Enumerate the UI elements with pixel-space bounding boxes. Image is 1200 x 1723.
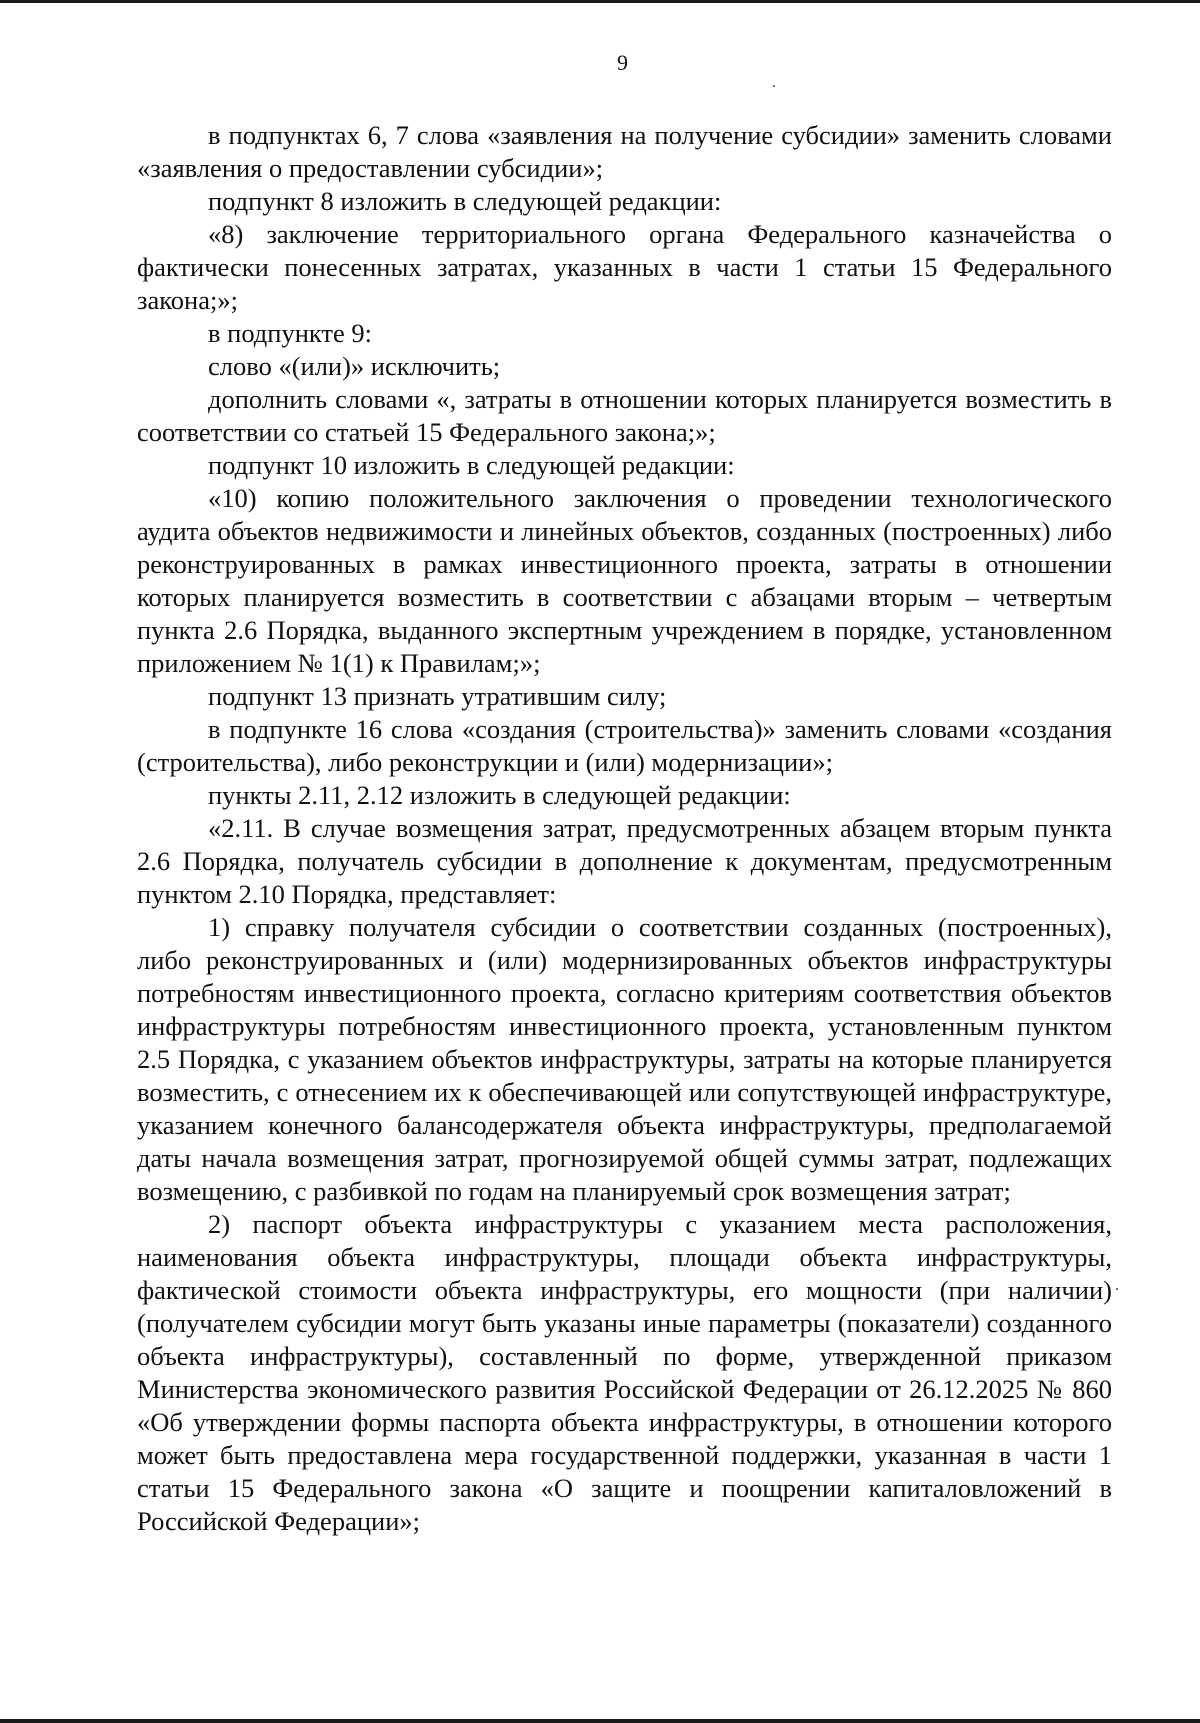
paragraph: подпункт 10 изложить в следующей редакции:: [208, 450, 735, 480]
paragraph: «8) заключение территориального органа Федерального казначейства о фактически понесенных затратах, указанных в части 1 статьи 15 Федерального закона;»;: [137, 219, 1112, 315]
document-body: [137, 119, 1112, 1538]
paragraph: пункты 2.11, 2.12 изложить в следующей редакции:: [208, 780, 791, 810]
paragraph: в подпунктах 6, 7 слова «заявления на получение субсидии» заменить словами «заявления о предоставлении субсидии»;: [137, 120, 1112, 183]
paragraph: подпункт 13 признать утратившим силу;: [208, 681, 667, 711]
scan-speck: [1116, 1288, 1118, 1290]
paragraph: «10) копию положительного заключения о проведении технологического аудита объектов недвижимости и линейных объектов, созданных (построенных) либо реконструированных в рамках инвестиционного проекта, затраты в отношении которых планируется возместить в соответствии с абзацами вторым – четвертым пункта 2.6 Порядка, выданного экспертным учреждением в порядке, установленном приложением № 1(1) к Правилам;»;: [137, 483, 1112, 678]
paragraph: слово «(или)» исключить;: [208, 351, 501, 381]
paragraph: дополнить словами «, затраты в отношении которых планируется возместить в соответствии со статьей 15 Федерального закона;»;: [137, 384, 1112, 447]
scan-bottom-edge: [0, 1719, 1200, 1723]
paragraph: 1) справку получателя субсидии о соответствии созданных (построенных), либо реконструированных и (или) модернизированных объектов инфраструктуры потребностям инвестиционного проекта, согласно критериям соответствия объектов инфраструктуры потребностям инвестиционного проекта, установленным пунктом 2.5 Порядка, с указанием объектов инфраструктуры, затраты на которые планируется возместить, с отнесением их к обеспечивающей или сопутствующей инфраструктуре, указанием конечного балансодержателя объекта инфраструктуры, предполагаемой даты начала возмещения затрат, прогнозируемой общей суммы затрат, подлежащих возмещению, с разбивкой по годам на планируемый срок возмещения затрат;: [137, 912, 1112, 1206]
paragraph: в подпункте 16 слова «создания (строительства)» заменить словами «создания (строительства), либо реконструкции и (или) модернизации»;: [137, 714, 1112, 777]
paragraph: подпункт 8 изложить в следующей редакции:: [208, 186, 722, 216]
scan-top-edge: [0, 0, 1200, 3]
page-number: 9: [617, 50, 628, 75]
scan-speck: [773, 85, 775, 87]
paragraph: в подпункте 9:: [208, 318, 373, 348]
paragraph: «2.11. В случае возмещения затрат, предусмотренных абзацем вторым пункта 2.6 Порядка, получатель субсидии в дополнение к документам, предусмотренным пунктом 2.10 Порядка, представляет:: [137, 813, 1112, 909]
paragraph: 2) паспорт объекта инфраструктуры с указанием места расположения, наименования объекта инфраструктуры, площади объекта инфраструктуры, фактической стоимости объекта инфраструктуры, его мощности (при наличии) (получателем субсидии могут быть указаны иные параметры (показатели) созданного объекта инфраструктуры), составленный по форме, утвержденной приказом Министерства экономического развития Российской Федерации от 26.12.2025 № 860 «Об утверждении формы паспорта объекта инфраструктуры, в отношении которого может быть предоставлена мера государственной поддержки, указанная в части 1 статьи 15 Федерального закона «О защите и поощрении капиталовложений в Российской Федерации»;: [137, 1209, 1112, 1536]
